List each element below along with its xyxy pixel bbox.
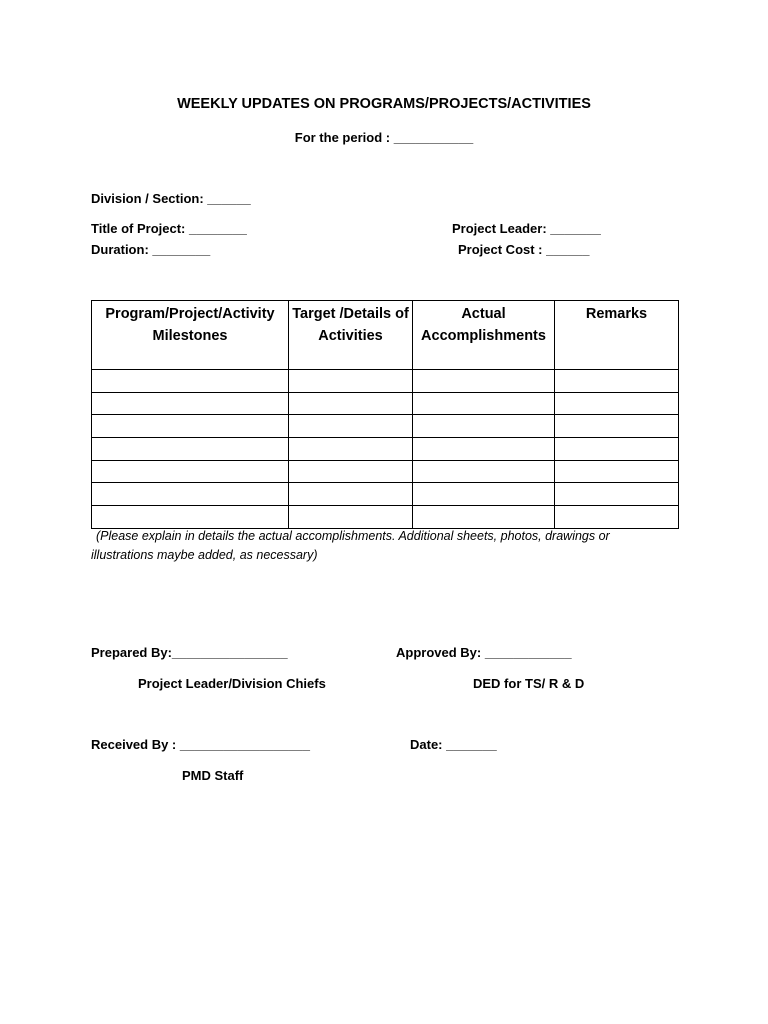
title-of-project-field: Title of Project: ________ [91,221,247,236]
table-cell[interactable] [555,370,679,393]
table-cell[interactable] [555,460,679,483]
table-cell[interactable] [413,370,555,393]
header-remarks: Remarks [555,301,679,370]
milestones-table [91,300,679,529]
table-cell[interactable] [555,438,679,461]
table-cell[interactable] [92,483,289,506]
header-target: Target /Details of Activities [289,301,413,370]
note-line: (Please explain in details the actual accomplishments. Additional sheets, photos, drawings or [96,529,610,543]
table-cell[interactable] [92,460,289,483]
table-cell[interactable] [413,438,555,461]
document-title: WEEKLY UPDATES ON PROGRAMS/PROJECTS/ACTIVITIES [177,96,591,112]
approved-by-role: DED for TS/ R & D [473,676,585,691]
table-cell[interactable] [92,506,289,529]
table-cell[interactable] [555,392,679,415]
table-cell[interactable] [289,370,413,393]
table-row [92,438,679,461]
header-milestones: Program/Project/Activity Milestones [92,301,289,370]
duration-field: Duration: ________ [91,242,211,257]
date-field: Date: _______ [410,737,497,752]
received-by-field: Received By : __________________ [91,737,311,752]
table-cell[interactable] [289,438,413,461]
table-row [92,415,679,438]
table-cell[interactable] [289,460,413,483]
approved-by-field: Approved By: ____________ [396,645,572,660]
table-cell[interactable] [413,392,555,415]
received-by-role: PMD Staff [182,768,244,783]
table-cell[interactable] [92,370,289,393]
table-cell[interactable] [555,506,679,529]
table-cell[interactable] [413,506,555,529]
table-cell[interactable] [289,392,413,415]
table-row [92,460,679,483]
period-field: For the period : ___________ [294,130,474,145]
table-row [92,483,679,506]
table-cell[interactable] [92,392,289,415]
division-section-field: Division / Section: ______ [91,191,251,206]
table-cell[interactable] [92,438,289,461]
prepared-by-field: Prepared By:________________ [91,645,288,660]
project-leader-field: Project Leader: _______ [452,221,601,236]
note-line: illustrations maybe added, as necessary) [91,548,318,562]
table-cell[interactable] [413,483,555,506]
table-cell[interactable] [289,483,413,506]
prepared-by-role: Project Leader/Division Chiefs [138,676,326,691]
table-cell[interactable] [413,460,555,483]
header-actual-accomplishments: Actual Accomplishments [413,301,555,370]
table-cell[interactable] [413,415,555,438]
table-header-row [92,301,679,370]
table-cell[interactable] [92,415,289,438]
table-cell[interactable] [555,483,679,506]
table-row [92,392,679,415]
project-cost-field: Project Cost : ______ [458,242,590,257]
table-cell[interactable] [289,506,413,529]
table-row [92,370,679,393]
table-row [92,506,679,529]
table-cell[interactable] [289,415,413,438]
table-cell[interactable] [555,415,679,438]
instruction-note [91,527,671,565]
